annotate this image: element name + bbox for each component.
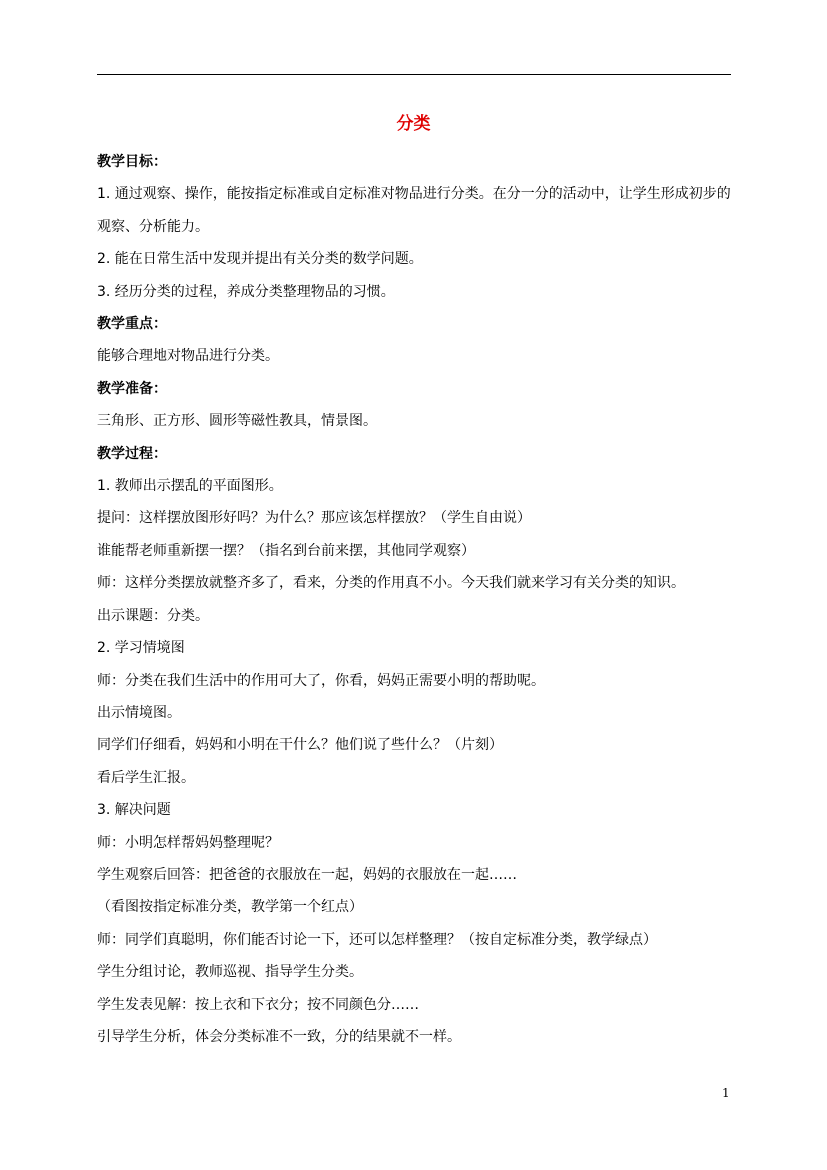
paragraph: 学生分组讨论，教师巡视、指导学生分类。 <box>97 964 363 981</box>
paragraph: 2. 学习情境图 <box>97 640 185 657</box>
paragraph: 2. 能在日常生活中发现并提出有关分类的数学问题。 <box>97 251 423 268</box>
section-heading: 教学过程： <box>97 445 167 462</box>
paragraph: 师：小明怎样帮妈妈整理呢？ <box>97 834 279 851</box>
paragraph: 三角形、正方形、圆形等磁性教具，情景图。 <box>97 413 377 430</box>
paragraph: 能够合理地对物品进行分类。 <box>97 348 279 365</box>
section-heading: 教学准备： <box>97 380 167 397</box>
paragraph: 看后学生汇报。 <box>97 769 195 786</box>
section-heading: 教学重点： <box>97 316 167 333</box>
page-number: 1 <box>722 1086 730 1100</box>
paragraph: 3. 解决问题 <box>97 802 171 819</box>
paragraph: 学生发表见解：按上衣和下衣分；按不同颜色分…… <box>97 996 419 1013</box>
document-body <box>97 146 733 1053</box>
paragraph: 提问：这样摆放图形好吗？为什么？那应该怎样摆放？（学生自由说） <box>97 510 531 527</box>
paragraph: 3. 经历分类的过程，养成分类整理物品的习惯。 <box>97 283 395 300</box>
paragraph: 谁能帮老师重新摆一摆？（指名到台前来摆，其他同学观察） <box>97 542 475 559</box>
paragraph: 出示情境图。 <box>97 704 181 721</box>
section-heading: 教学目标： <box>97 154 167 170</box>
paragraph: 师：同学们真聪明，你们能否讨论一下，还可以怎样整理？（按自定标准分类，教学绿点） <box>97 931 657 948</box>
paragraph: 引导学生分析，体会分类标准不一致，分的结果就不一样。 <box>97 1028 461 1045</box>
paragraph: 师：这样分类摆放就整齐多了，看来，分类的作用真不小。今天我们就来学习有关分类的知识。 <box>97 575 685 592</box>
paragraph: 同学们仔细看，妈妈和小明在干什么？他们说了些什么？（片刻） <box>97 737 503 754</box>
header-rule <box>97 74 731 75</box>
paragraph: 学生观察后回答：把爸爸的衣服放在一起，妈妈的衣服放在一起…… <box>97 866 517 883</box>
paragraph: 出示课题：分类。 <box>97 607 209 624</box>
paragraph: 1. 教师出示摆乱的平面图形。 <box>97 478 283 495</box>
paragraph: 1. 通过观察、操作，能按指定标准或自定标准对物品进行分类。在分一分的活动中，让学生形成初步的观察、分析能力。 <box>97 186 731 235</box>
paragraph: （看图按指定标准分类，教学第一个红点） <box>97 899 363 916</box>
page-title: 分类 <box>396 114 431 134</box>
paragraph: 师：分类在我们生活中的作用可大了，你看，妈妈正需要小明的帮助呢。 <box>97 672 545 689</box>
